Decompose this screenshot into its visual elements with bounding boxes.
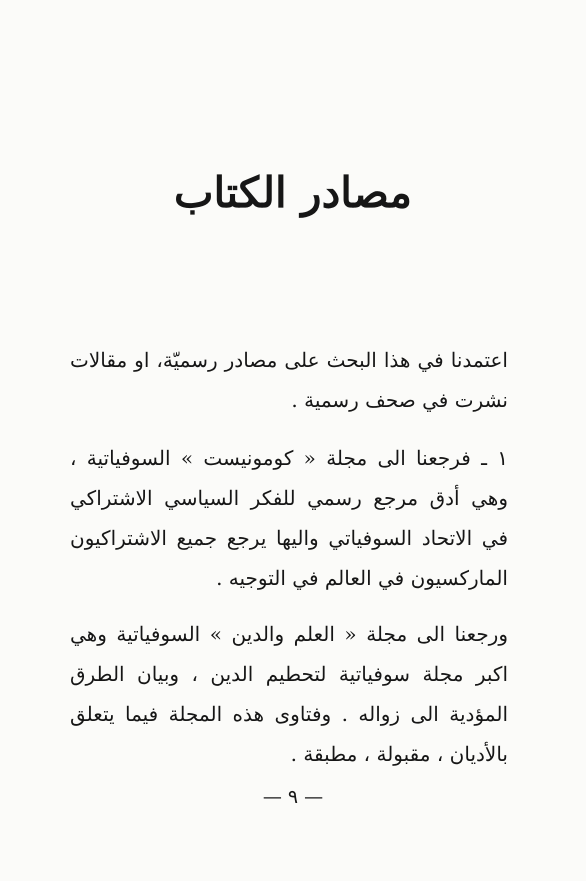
paragraph-source-2: ورجعنا الى مجلة « العلم والدين » السوفياتية وهي اكبر مجلة سوفياتية لتحطيم الدين ، وبيان الطرق المؤدية الى زواله . وفتاوى هذه المجلة فيما يتعلق بالأديان ، مقبولة ، مطبقة . xyxy=(70,622,508,766)
paragraph-source-1: ١ ـ فرجعنا الى مجلة « كومونيست » السوفياتية ، وهي أدق مرجع رسمي للفكر السياسي الاشتراكي في الاتحاد السوفياتي واليها يرجع جميع الاشتراكيون الماركسيون في العالم في التوجيه . xyxy=(70,446,508,590)
paragraph-intro: اعتمدنا في هذا البحث على مصادر رسميّة، او مقالات نشرت في صحف رسمية . xyxy=(70,348,508,412)
page-number: — ٩ — xyxy=(262,786,324,808)
page-title: مصادر الكتاب xyxy=(174,168,412,217)
